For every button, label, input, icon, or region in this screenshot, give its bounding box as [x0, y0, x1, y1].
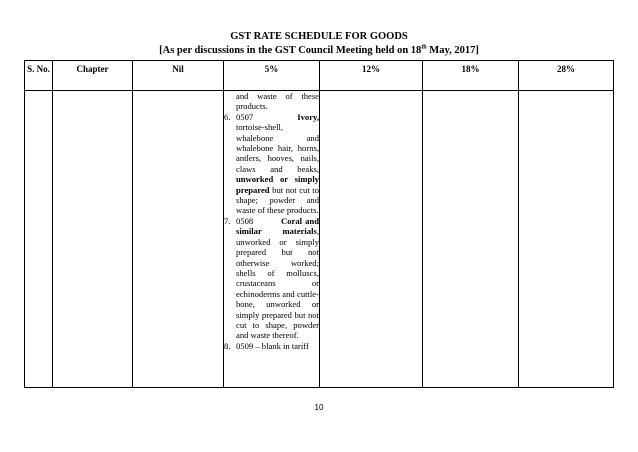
table-row: [25, 91, 614, 388]
rate-schedule-table: [24, 60, 614, 388]
cell-rate-5: [224, 91, 320, 388]
item-description: 0509 – blank in tariff: [236, 340, 309, 351]
item-description-tail: but not cut to shape; powder and waste of these products.: [236, 184, 319, 216]
document-subtitle: [0, 44, 638, 57]
item-number: 7.: [224, 215, 231, 226]
item-description-bold: unworked or simply prepared: [236, 174, 319, 195]
cell-rate-12: [320, 91, 423, 388]
item-name: Coral and similar materials: [236, 215, 319, 237]
item-number: 8.: [224, 340, 231, 351]
header-rate-18: 18%: [423, 61, 519, 91]
cell-sno: [25, 91, 53, 388]
cell-nil: [133, 91, 224, 388]
list-item: [224, 91, 319, 112]
subtitle-superscript: th: [421, 44, 427, 51]
list-item: [224, 112, 319, 216]
item-number: 6.: [224, 111, 231, 122]
header-sno: S. No.: [25, 61, 53, 91]
header-rate-5: 5%: [224, 61, 320, 91]
list-item: [224, 216, 319, 341]
item-code: 0507: [236, 111, 254, 122]
item-name: Ivory,: [297, 111, 319, 122]
header-rate-28: 28%: [519, 61, 614, 91]
header-row: [25, 61, 614, 91]
item-continuation: and waste of these products.: [236, 91, 319, 112]
header-chapter: Chapter: [53, 61, 133, 91]
header-rate-12: 12%: [320, 61, 423, 91]
list-item: [224, 341, 319, 351]
subtitle-text-end: May, 2017]: [426, 45, 479, 56]
page-number: 10: [314, 403, 324, 412]
cell-rate-18: [423, 91, 519, 388]
item-description: tortoise-shell, whalebone and whalebone hair, horns, antlers, hooves, nails, claws and beaks,: [236, 122, 319, 174]
subtitle-text: [As per discussions in the GST Council Meeting held on 18: [159, 45, 422, 56]
document-title: GST RATE SCHEDULE FOR GOODS: [230, 31, 408, 42]
cell-chapter: [53, 91, 133, 388]
item-punctuation: ,: [316, 226, 319, 237]
item-description: unworked or simply prepared but not otherwise worked; shells of molluscs, crustaceans or echinoderms and cuttle-bone, unworked or simply prepared but not cut to shape, powder and waste thereof.: [236, 236, 319, 341]
header-nil: Nil: [133, 61, 224, 91]
item-code: 0508: [236, 215, 254, 226]
cell-rate-28: [519, 91, 614, 388]
